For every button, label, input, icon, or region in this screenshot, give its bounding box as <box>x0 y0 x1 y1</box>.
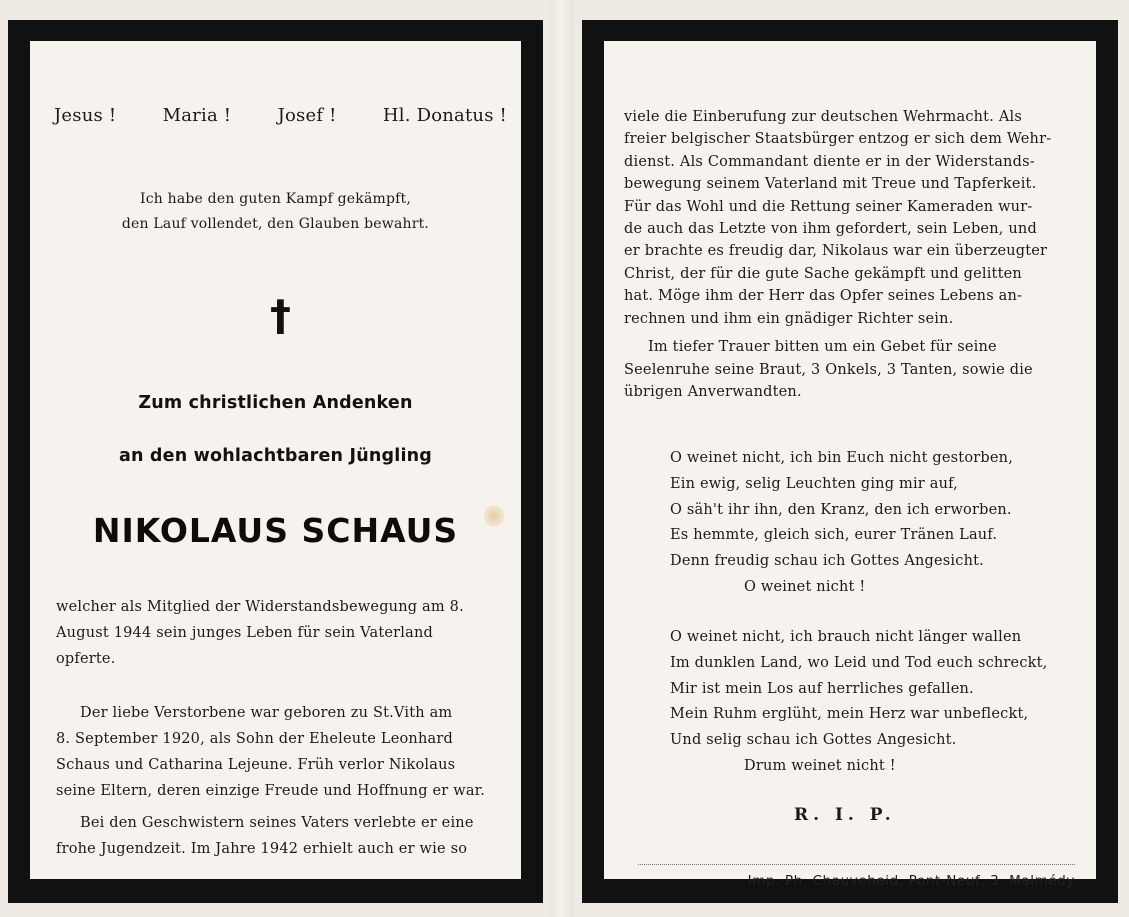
motto <box>30 187 521 237</box>
text-line: Bei den Geschwistern seines Vaters verlebte er eine <box>80 815 474 831</box>
paragraph-mourning <box>624 336 1075 404</box>
poem-line: Mein Ruhm erglüht, mein Herz war unbefleckt, <box>670 706 1029 723</box>
heading-juengling: an den wohlachtbaren Jüngling <box>118 446 433 466</box>
text-line: viele die Einberufung zur deutschen Wehrmacht. Als <box>624 109 1022 125</box>
printer-divider <box>638 864 1075 865</box>
invocation-josef: Josef ! <box>277 105 337 126</box>
poem-refrain: O weinet nicht ! <box>744 578 866 595</box>
motto-line: Ich habe den guten Kampf gekämpft, <box>139 191 412 207</box>
text-line: welcher als Mitglied der Widerstandsbewegung am 8. <box>56 599 464 615</box>
paragraph-youth <box>56 810 503 862</box>
right-page <box>604 41 1096 889</box>
poem-line: Ein ewig, selig Leuchten ging mir auf, <box>670 475 958 492</box>
text-line: de auch das Letzte von ihm gefordert, sein Leben, und <box>624 221 1037 238</box>
poem-line: Es hemmte, gleich sich, eurer Tränen Lauf. <box>670 527 998 544</box>
paragraph-opferte <box>56 594 503 672</box>
text-line: Der liebe Verstorbene war geboren zu St.Vith am <box>80 705 453 721</box>
text-line: Im tiefer Trauer bitten um ein Gebet für seine <box>648 339 997 355</box>
poem-line: O säh't ihr ihn, den Kranz, den ich erworben. <box>670 501 1012 518</box>
invocations <box>54 105 507 126</box>
paragraph-biography <box>56 700 503 804</box>
text-line: übrigen Anverwandten. <box>624 384 802 400</box>
text-line: opferte. <box>56 651 116 667</box>
deceased-name: NIKOLAUS SCHAUS <box>92 511 459 550</box>
text-line: 8. September 1920, als Sohn der Eheleute Leonhard <box>56 731 453 747</box>
motto-line: den Lauf vollendet, den Glauben bewahrt. <box>121 216 430 232</box>
poem-stanza-1 <box>670 446 1013 601</box>
invocation-donatus: Hl. Donatus ! <box>382 105 507 126</box>
text-line: hat. Möge ihm der Herr das Opfer seines Lebens an- <box>624 288 1023 305</box>
text-line: bewegung seinem Vaterland mit Treue und Tapferkeit. <box>624 176 1037 193</box>
invocation-jesus: Jesus ! <box>54 105 117 126</box>
poem-line: Und selig schau ich Gottes Angesicht. <box>670 732 957 749</box>
poem-line: Im dunklen Land, wo Leid und Tod euch schreckt, <box>670 654 1048 671</box>
heading-andenken: Zum christlichen Andenken <box>138 393 413 413</box>
text-line: Seelenruhe seine Braut, 3 Onkels, 3 Tanten, sowie die <box>624 361 1033 378</box>
text-line: er brachte es freudig dar, Nikolaus war ein überzeugter <box>624 243 1048 260</box>
text-line: August 1944 sein junges Leben für sein Vaterland <box>56 625 434 641</box>
text-line: rechnen und ihm ein gnädiger Richter sein. <box>624 310 954 327</box>
text-line: dienst. Als Commandant diente er in der Widerstands- <box>624 153 1035 170</box>
paragraph-resistance <box>624 106 1075 330</box>
text-line: seine Eltern, deren einzige Freude und Hoffnung er war. <box>56 783 486 799</box>
poem-line: Mir ist mein Los auf herrliches gefallen. <box>670 680 974 697</box>
rip-text: R. I. P. <box>794 805 896 825</box>
poem-line: O weinet nicht, ich brauch nicht länger wallen <box>670 629 1022 645</box>
text-line: Für das Wohl und die Rettung seiner Kameraden wur- <box>624 198 1033 215</box>
poem-stanza-2 <box>670 625 1047 780</box>
left-page <box>30 41 521 879</box>
invocation-maria: Maria ! <box>162 105 232 126</box>
cross-icon: † <box>270 291 292 340</box>
text-line: freier belgischer Staatsbürger entzog er sich dem Wehr- <box>624 131 1052 148</box>
right-page-border <box>582 20 1118 903</box>
text-line: Schaus und Catharina Lejeune. Früh verlor Nikolaus <box>56 757 456 773</box>
printer-imprint: Imp. Ph. Chauveheid, Pont-Neuf, 3. Malmédy <box>747 873 1075 889</box>
paper-stain <box>484 505 504 527</box>
poem-line: O weinet nicht, ich bin Euch nicht gestorben, <box>670 450 1014 466</box>
poem-refrain: Drum weinet nicht ! <box>744 757 896 774</box>
text-line: Christ, der für die gute Sache gekämpft und gelitten <box>624 265 1022 282</box>
left-page-border <box>8 20 543 903</box>
card-fold <box>548 0 574 917</box>
text-line: frohe Jugendzeit. Im Jahre 1942 erhielt auch er wie so <box>56 841 468 857</box>
poem-line: Denn freudig schau ich Gottes Angesicht. <box>670 553 984 570</box>
